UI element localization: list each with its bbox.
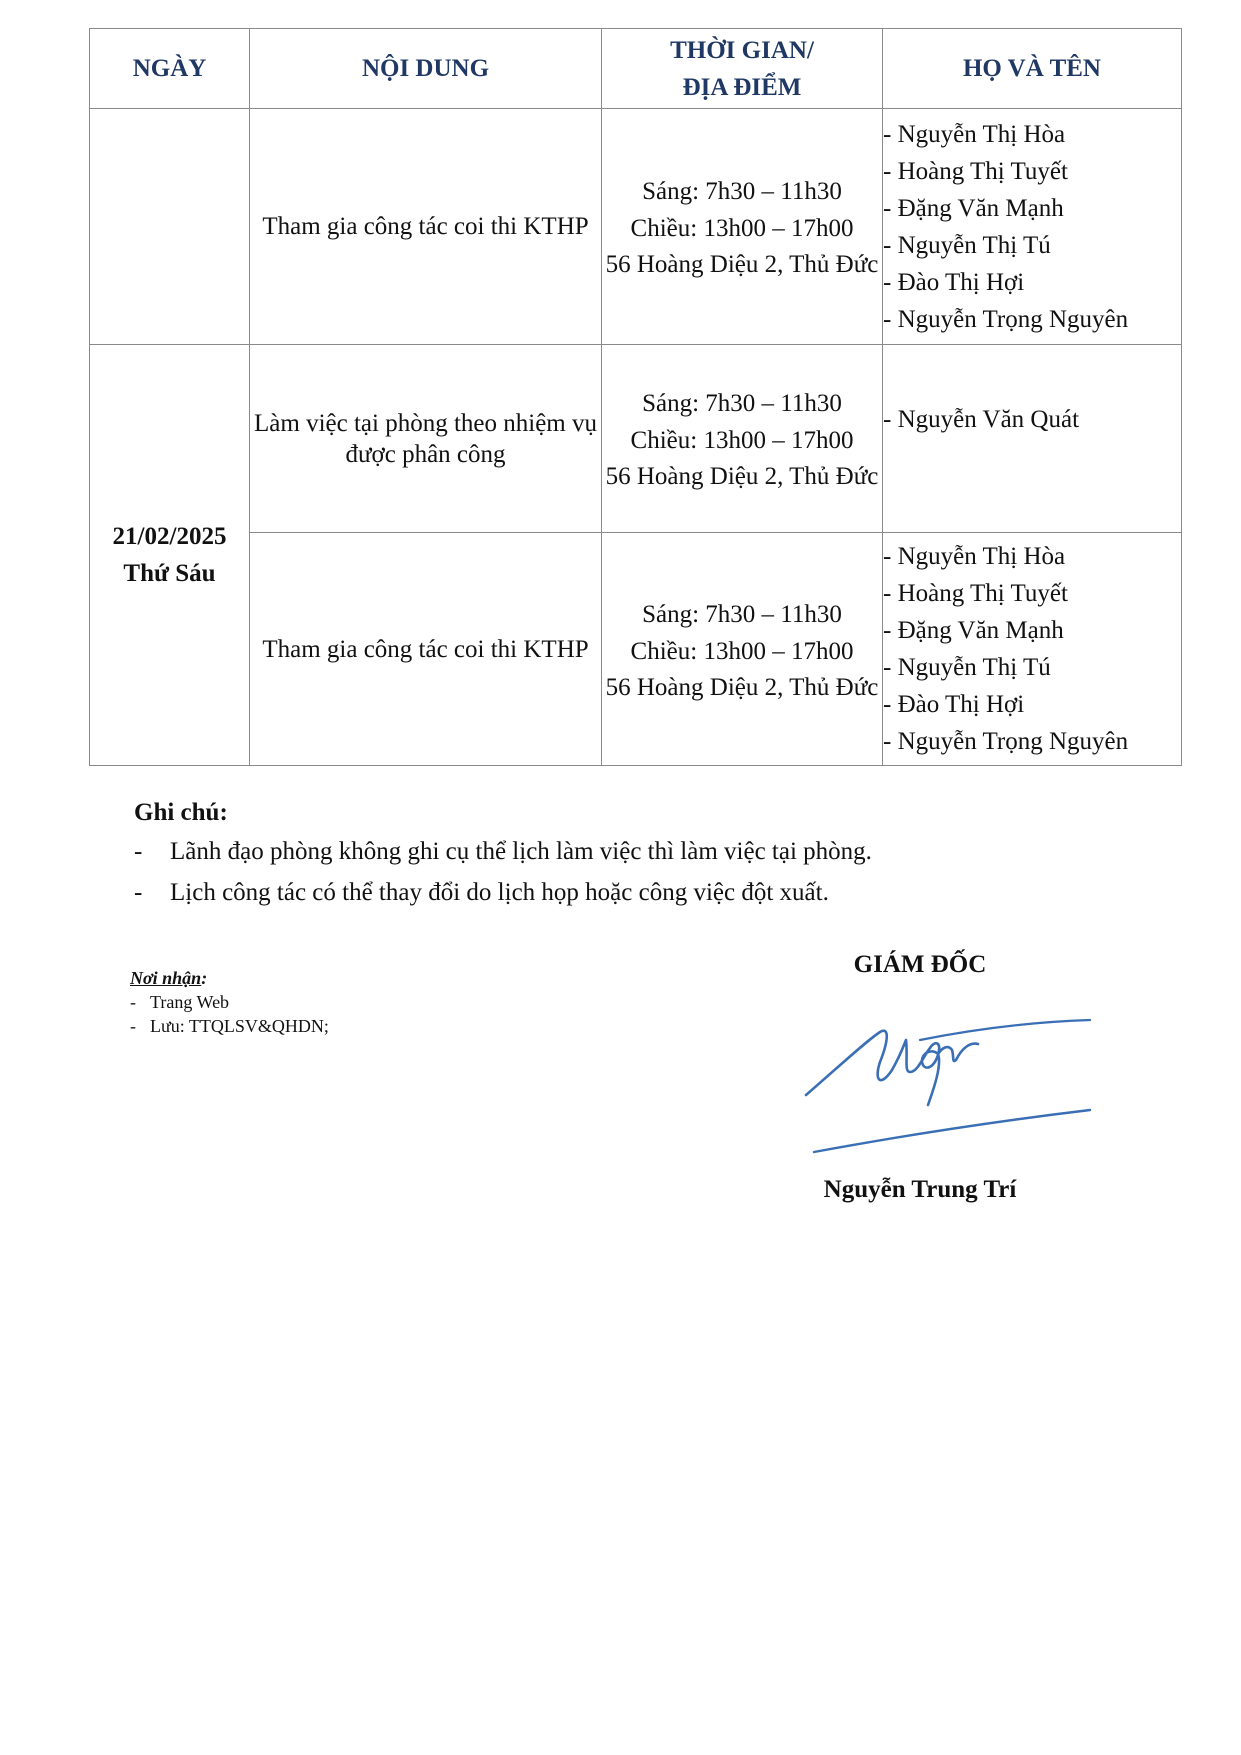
note-item: [134, 831, 872, 872]
dash-bullet: -: [130, 1016, 136, 1036]
person-name: - Đào Thị Hợi: [883, 268, 1025, 296]
dash-bullet: -: [130, 992, 136, 1012]
time-location-cell: [602, 109, 883, 345]
director-title: GIÁM ĐỐC: [853, 951, 987, 978]
recipient-text: Trang Web: [150, 992, 230, 1012]
time-afternoon: Chiều: 13h00 – 17h00: [630, 427, 854, 454]
person-name: - Nguyễn Trọng Nguyên: [883, 728, 1129, 755]
time-location-cell: [602, 345, 883, 533]
time-afternoon: Chiều: 13h00 – 17h00: [630, 637, 854, 665]
signature-stroke: [806, 1031, 939, 1105]
location: 56 Hoàng Diệu 2, Thủ Đức: [605, 251, 879, 278]
signature-image: [800, 1010, 1100, 1165]
location: 56 Hoàng Diệu 2, Thủ Đức: [605, 673, 879, 701]
person-name: - Nguyễn Văn Quát: [883, 406, 1080, 433]
time-afternoon: Chiều: 13h00 – 17h00: [630, 215, 854, 242]
header-content: NỘI DUNG: [250, 29, 602, 109]
note-text: Lãnh đạo phòng không ghi cụ thể lịch làm việc thì làm việc tại phòng.: [170, 838, 872, 865]
header-row: [90, 29, 1182, 109]
note-item: [134, 872, 872, 913]
recipients-colon: :: [201, 968, 208, 988]
table-row: [90, 533, 1182, 766]
signature-stroke: [938, 1044, 978, 1061]
recipient-item: [130, 1014, 329, 1038]
person-name: - Nguyễn Thị Hòa: [883, 120, 1066, 148]
director-name: Nguyễn Trung Trí: [823, 1176, 1017, 1203]
time-morning: Sáng: 7h30 – 11h30: [642, 178, 842, 205]
person-name: - Đào Thị Hợi: [883, 691, 1025, 718]
header-date: NGÀY: [90, 29, 250, 109]
notes-section: [134, 795, 872, 913]
header-time-line1: THỜI GIAN/: [670, 36, 814, 64]
table-row: [90, 345, 1182, 533]
person-name: - Nguyễn Thị Tú: [883, 654, 1051, 681]
content-cell: Tham gia công tác coi thi KTHP: [250, 533, 602, 766]
note-text: Lịch công tác có thể thay đổi do lịch họp hoặc công việc đột xuất.: [170, 879, 829, 906]
dash-bullet: -: [134, 838, 143, 865]
date-cell: [90, 345, 250, 766]
names-cell: [883, 109, 1182, 345]
recipients-label: Nơi nhận: [130, 968, 202, 988]
signature-stroke: [814, 1110, 1090, 1152]
header-time-line2: ĐỊA ĐIỂM: [682, 73, 802, 101]
person-name: - Nguyễn Thị Hòa: [883, 543, 1066, 570]
recipient-item: [130, 990, 329, 1014]
dash-bullet: -: [134, 879, 143, 906]
time-morning: Sáng: 7h30 – 11h30: [642, 390, 842, 417]
time-location-cell: [602, 533, 883, 766]
person-name: - Hoàng Thị Tuyết: [883, 157, 1068, 185]
schedule-table: [89, 28, 1182, 766]
location: 56 Hoàng Diệu 2, Thủ Đức: [605, 463, 879, 490]
names-cell: [883, 533, 1182, 766]
date-cell-empty: [90, 109, 250, 345]
names-cell: [883, 345, 1182, 533]
header-time-location: [602, 29, 883, 109]
person-name: - Nguyễn Trọng Nguyên: [883, 305, 1129, 333]
notes-title: Ghi chú:: [134, 799, 228, 826]
content-cell: Làm việc tại phòng theo nhiệm vụ được phân công: [250, 345, 602, 533]
recipients-title: [130, 966, 329, 990]
person-name: - Đặng Văn Mạnh: [883, 194, 1064, 222]
recipient-text: Lưu: TTQLSV&QHDN;: [150, 1016, 329, 1036]
time-morning: Sáng: 7h30 – 11h30: [642, 600, 842, 628]
content-cell: Tham gia công tác coi thi KTHP: [250, 109, 602, 345]
weekday: Thứ Sáu: [123, 560, 216, 587]
person-name: - Nguyễn Thị Tú: [883, 231, 1051, 259]
signature-stroke: [920, 1020, 1090, 1040]
date-value: 21/02/2025: [112, 523, 227, 550]
header-names: HỌ VÀ TÊN: [883, 29, 1182, 109]
recipients-section: [130, 966, 329, 1038]
person-name: - Đặng Văn Mạnh: [883, 617, 1064, 644]
table-row: [90, 109, 1182, 345]
person-name: - Hoàng Thị Tuyết: [883, 580, 1068, 607]
